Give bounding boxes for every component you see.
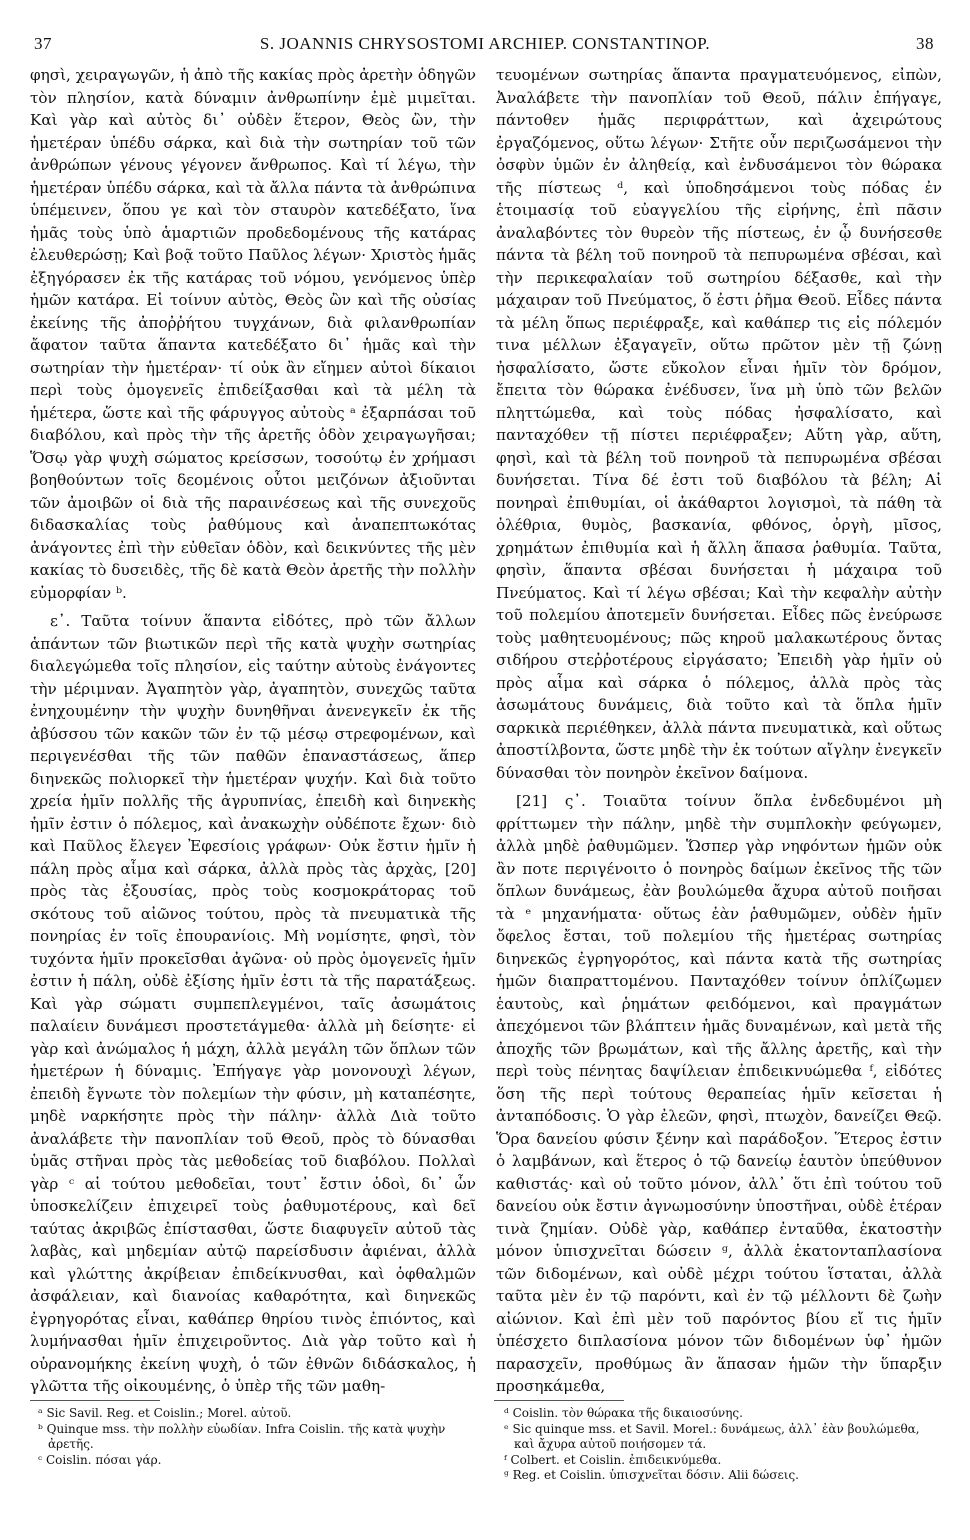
right-paragraph-1: τευομένων σωτηρίας ἅπαντα πραγματευόμενος, εἰπὼν, Ἀναλάβετε τὴν πανοπλίαν τοῦ Θεοῦ, πάλιν ἐπήγαγε, πάντοθεν ἡμᾶς περιφράττων, καὶ ἀχειρώτους ἐργαζόμενος, οὕτω λέγων· Στῆτε οὖν περιζωσάμενοι τὴν ὀσφὺν ὑμῶν ἐν ἀληθείᾳ, καὶ ἐνδυσάμενοι τὸν θώρακα τῆς πίστεως ᵈ, καὶ ὑποδησάμενοι τοὺς πόδας ἐν ἑτοιμασίᾳ τοῦ εὐαγγελίου τῆς εἰρήνης, ἐπὶ πᾶσιν ἀναλαβόντες τὸν θυρεὸν τῆς πίστεως, ἐν ᾧ δυνήσεσθε πάντα τὰ βέλη τοῦ πονηροῦ τὰ πεπυρωμένα σβέσαι, καὶ τὴν περικεφαλαίαν τοῦ σωτηρίου δέξασθε, καὶ τὴν μάχαιραν τοῦ Πνεύματος, ὅ ἐστι ῥῆμα Θεοῦ. Εἶδες πάντα τὰ μέλη ὅπως περιέφραξε, καὶ καθάπερ τις εἰς πόλεμόν τινα μέλλων ἐξαγαγεῖν, οὕτω πρῶτον μὲν τῇ ζώνῃ ἠσφαλίσατο, ὥστε εὔκολον εἶναι ἡμῖν τὸν δρόμον, ἔπειτα τὸν θώρακα ἐνέδυσεν, ἵνα μὴ ὑπὸ τῶν βελῶν πληττώμεθα, καὶ τοὺς πόδας ἠσφαλίσατο, καὶ πανταχόθεν τῇ πίστει περιέφραξεν; Αὕτη γὰρ, αὕτη, φησὶ, καὶ τὰ βέλη τοῦ πονηροῦ τὰ πεπυρωμένα σβέσαι δυνήσεται. Τίνα δέ ἐστι τοῦ διαβόλου τὰ βέλη; Αἱ πονηραὶ ἐπιθυμίαι, οἱ ἀκάθαρτοι λογισμοὶ, τὰ πάθη τὰ ὀλέθρια, θυμὸς, βασκανία, φθόνος, ὀργὴ, μῖσος, χρημάτων ἐπιθυμία καὶ ἡ ἄλλη ἅπασα ῥαθυμία. Ταῦτα, φησὶν, ἅπαντα σβέσαι δυνήσεται ἡ μάχαιρα τοῦ Πνεύματος. Καὶ τί λέγω σβέσαι; Καὶ τὴν κεφαλὴν αὐτὴν τοῦ πολεμίου ἀποτεμεῖν δυνήσεται. Εἶδες πῶς ἐνεύρωσε τοὺς μαθητευομένους; πῶς κηροῦ μαλακωτέρους ὄντας σιδήρου στεῤῥοτέρους εἰργάσατο; Ἐπειδὴ γὰρ ἡμῖν οὐ πρὸς αἷμα καὶ σάρκα ὁ πόλεμος, ἀλλὰ πρὸς τὰς ἀσωμάτους δυνάμεις, διὰ τοῦτο καὶ τὰ ὅπλα ἡμῖν σαρκικὰ περιέθηκεν, ἀλλὰ πάντα πνευματικὰ, καὶ οὕτως ἀποστίλβοντα, ὥστε μηδὲ τὴν ἐκ τούτων αἴγλην ἐνεγκεῖν δύνασθαι τὸν πονηρὸν ἐκεῖνον δαίμονα. [496,66,942,782]
left-paragraph-1: φησὶ, χειραγωγῶν, ἡ ἀπὸ τῆς κακίας πρὸς ἀρετὴν ὁδηγῶν τὸν πλησίον, κατὰ δύναμιν ἀνθρωπίνην ἐμὲ μιμεῖται. Καὶ γὰρ καὶ αὐτὸς δι᾽ οὐδὲν ἕτερον, Θεὸς ὢν, τὴν ἡμετέραν ὑπέδυ σάρκα, καὶ διὰ τὴν σωτηρίαν τοῦ τῶν ἀνθρώπων γένους γέγονεν ἄνθρωπος. Καὶ τί λέγω, τὴν ἡμετέραν ὑπέδυ σάρκα, καὶ τὰ ἄλλα πάντα τὰ ἀνθρώπινα ὑπέμεινεν, ὅπου γε καὶ τὸν σταυρὸν κατεδέξατο, ἵνα ἡμᾶς τοὺς ὑπὸ ἁμαρτιῶν προδεδομένους τῆς κατάρας ἐλευθερώσῃ; Καὶ βοᾷ τοῦτο Παῦλος λέγων· Χριστὸς ἡμᾶς ἐξηγόρασεν ἐκ τῆς κατάρας τοῦ νόμου, γενόμενος ὑπὲρ ἡμῶν κατάρα. Εἰ τοίνυν αὐτὸς, Θεὸς ὢν καὶ τῆς οὐσίας ἐκείνης τῆς ἀποῤῥήτου τυγχάνων, διὰ φιλανθρωπίαν ἄφατον ταῦτα ἅπαντα κατεδέξατο δι᾽ ἡμᾶς καὶ τὴν σωτηρίαν τὴν ἡμετέραν· τί οὐκ ἂν εἴημεν αὐτοὶ δίκαιοι περὶ τοὺς ὁμογενεῖς ἐπιδείξασθαι καὶ τὰ μέλη τὰ ἡμέτερα, ὥστε καὶ τῆς φάρυγγος αὐτοὺς ᵃ ἐξαρπάσαι τοῦ διαβόλου, καὶ πρὸς τὴν τῆς ἀρετῆς ὁδὸν χειραγωγῆσαι; Ὅσῳ γὰρ ψυχὴ σώματος κρείσσων, τοσούτῳ ἐν χρήμασι βοηθούντων τοῖς δεομένοις οὗτοι μειζόνων ἀξιοῦνται τῶν ἀμοιβῶν οἱ διὰ τῆς παραινέσεως καὶ τῆς συνεχοῦς διδασκαλίας τοὺς ῥαθύμους καὶ ἀναπεπτωκότας ἀνάγοντες ἐπὶ τὴν εὐθεῖαν ὁδὸν, καὶ δεικνύντες τῆς μὲν κακίας τὸ δυσειδὲς, τῆς δὲ κατὰ Θεὸν ἀρετῆς τὴν πολλὴν εὐμορφίαν ᵇ. [30,66,477,602]
footnote-rule-right [494,1400,624,1401]
footnote: ᵃ Sic Savil. Reg. et Coislin.; Morel. αὐτοῦ. [38,1406,292,1420]
footnotes-right [496,1406,942,1484]
page-number-left: 37 [34,34,52,53]
page-number-right: 38 [916,34,934,53]
footnotes [30,1406,942,1484]
footnote: ᵉ Sic quinque mss. et Savil. Morel.: δυνάμεως, ἀλλ᾽ ἐὰν βουλώμεθα, καὶ ἄχυρα αὐτοῦ ποιήσομεν τά. [504,1421,920,1451]
footnote-rule-left [30,1400,160,1401]
left-column [30,64,476,1398]
footnote: ᶠ Colbert. et Coislin. ἐπιδεικνύμεθα. [504,1452,722,1467]
right-paragraph-2: [21] ς᾽. Τοιαῦτα τοίνυν ὅπλα ἐνδεδυμένοι μὴ φρίττωμεν τὴν πάλην, μηδὲ τὴν συμπλοκὴν φεύγωμεν, ἀλλὰ μηδὲ ῥαθυμῶμεν. Ὥσπερ γὰρ νηφόντων ἡμῶν οὐκ ἂν ποτε περιγένοιτο ὁ πονηρὸς δαίμων ἐκεῖνος τῆς τῶν ὅπλων δυνάμεως, ἐὰν βουλώμεθα ἄχυρα αὐτοῦ ποιῆσαι τὰ ᵉ μηχανήματα· οὕτως ἐὰν ῥαθυμῶμεν, οὐδὲν ἡμῖν ὄφελος ἔσται, τοῦ πολεμίου τῆς ἡμετέρας σωτηρίας διηνεκῶς ἐγρηγορότος, καὶ πάντα κατὰ τῆς σωτηρίας ἡμῶν διαπραττομένου. Πανταχόθεν τοίνυν ὁπλίζωμεν ἑαυτοὺς, καὶ ῥημάτων φειδόμενοι, καὶ πραγμάτων ἀπεχόμενοι τῶν βλάπτειν ἡμᾶς δυναμένων, καὶ μετὰ τῆς ἀποχῆς τῶν βρωμάτων, καὶ τῆς ἄλλης ἀρετῆς, καὶ τὴν περὶ τοὺς πένητας δαψίλειαν ἐπιδεικνυώμεθα ᶠ, εἰδότες ὅση τῆς περὶ τούτους θεραπείας ἡμῖν κεῖσεται ἡ ἀνταπόδοσις. Ὁ γὰρ ἐλεῶν, φησὶ, πτωχὸν, δανείζει Θεῷ. Ὅρα δανείου φύσιν ξένην καὶ παράδοξον. Ἕτερος ἐστιν ὁ λαμβάνων, καὶ ἕτερος ὁ τῷ δανείῳ ἑαυτὸν ὑπεύθυνον καθιστάς· καὶ οὐ τοῦτο μόνον, ἀλλ᾽ ὅτι ἐπὶ τούτου τοῦ δανείου οὐκ ἔστιν ἀγνωμοσύνην ὑποστῆναι, οὐδὲ ἑτέραν τινὰ ζημίαν. Οὐδὲ γὰρ, καθάπερ ἐνταῦθα, ἑκατοστὴν μόνον ὑπισχνεῖται δώσειν ᵍ, ἀλλὰ ἑκατονταπλασίονα τῶν διδομένων, καὶ οὐδὲ μέχρι τούτου ἵσταται, ἀλλὰ ταῦτα μὲν ἐν τῷ παρόντι, καὶ ἐν τῷ μέλλοντι δὲ ζωὴν αἰώνιον. Καὶ ἐπὶ μὲν τοῦ παρόντος βίου εἴ τις ἡμῖν ὑπέσχετο διπλασίονα μόνον τῶν διδομένων ὑφ᾽ ἡμῶν παρασχεῖν, προθύμως ἂν ἅπασαν ἡμῶν τὴν ὕπαρξιν προσηκάμεθα, [496,792,942,1395]
text-columns [30,64,942,1398]
footnote: ᵈ Coislin. τὸν θώρακα τῆς δικαιοσύνης. [504,1406,743,1420]
footnote: ᵍ Reg. et Coislin. ὑπισχνεῖται δόσιν. Alii δώσεις. [504,1468,799,1482]
footnotes-left [30,1406,476,1484]
footnote: ᵇ Quinque mss. τὴν πολλὴν εὐωδίαν. Infra Coislin. τῆς κατὰ ψυχὴν ἀρετῆς. [38,1421,446,1451]
running-header [30,34,940,60]
right-column [496,64,942,1398]
running-title: S. JOANNIS CHRYSOSTOMI ARCHIEP. CONSTANTINOP. [259,34,711,53]
footnote: ᶜ Coislin. πόσαι γάρ. [38,1452,162,1467]
left-paragraph-2: ε᾽. Ταῦτα τοίνυν ἅπαντα εἰδότες, πρὸ τῶν ἄλλων ἁπάντων τῶν βιωτικῶν περὶ τῆς κατὰ ψυχὴν σωτηρίας διαλεγώμεθα τοῖς πλησίον, εἰς ταύτην αὐτοὺς ἐνάγοντες τὴν μέριμναν. Ἀγαπητὸν γὰρ, ἀγαπητὸν, συνεχῶς ταῦτα ἐνηχουμένην τὴν ψυχὴν δυνηθῆναι ἀνενεγκεῖν ἐκ τῆς ἀβύσσου τῶν κακῶν τῶν ἐν τῷ μέσῳ στρεφομένων, καὶ περιγενέσθαι τῆς τῶν παθῶν ἐπαναστάσεως, ἅπερ διηνεκῶς πολιορκεῖ τὴν ἡμετέραν ψυχήν. Καὶ διὰ τοῦτο χρεία ἡμῖν πολλῆς τῆς ἀγρυπνίας, ἐπειδὴ καὶ διηνεκὴς ἡμῖν ἐστιν ὁ πόλεμος, καὶ ἀνακωχὴν οὐδέποτε ἔχων· διὸ καὶ Παῦλος ἔλεγεν Ἐφεσίοις γράφων· Οὐκ ἔστιν ἡμῖν ἡ πάλη πρὸς αἷμα καὶ σάρκα, ἀλλὰ πρὸς τὰς ἀρχὰς, [20] πρὸς τὰς ἐξουσίας, πρὸς τοὺς κοσμοκράτορας τοῦ σκότους τοῦ αἰῶνος τούτου, πρὸς τὰ πνευματικὰ τῆς πονηρίας ἐν τοῖς ἐπουρανίοις. Μὴ νομίσητε, φησὶ, τὸν τυχόντα ἡμῖν προκεῖσθαι ἀγῶνα· οὐ πρὸς ὁμογενεῖς ἡμῖν ἐστιν ἡ πάλη, οὐδὲ ἐξίσης ἡμῖν ἐστι τὰ τῆς παρατάξεως. Καὶ γὰρ σώματι συμπεπλεγμένοι, ταῖς ἀσωμάτοις παλαίειν δυνάμεσι προστετάγμεθα· ἀλλὰ μὴ δείσητε· εἰ γὰρ καὶ ἀνώμαλος ἡ μάχη, ἀλλὰ μεγάλη τῶν ὅπλων τῶν ἡμετέρων ἡ δύναμις. Ἐπήγαγε γὰρ μονονουχὶ λέγων, ἐπειδὴ ἔγνωτε τὸν πολεμίων τὴν φύσιν, μὴ καταπέσητε, μηδὲ ναρκήσητε πρὸς τὴν πάλην· ἀλλὰ Διὰ τοῦτο ἀναλάβετε τὴν πανοπλίαν τοῦ Θεοῦ, πρὸς τὸ δύνασθαι ὑμᾶς στῆναι πρὸς τὰς μεθοδείας τοῦ διαβόλου. Πολλαὶ γὰρ ᶜ αἱ τούτου μεθοδεῖαι, τουτ᾽ ἔστιν ὁδοὶ, δι᾽ ὧν ὑποσκελίζειν ἐπιχειρεῖ τοὺς ῥαθυμοτέρους, καὶ δεῖ ταύτας ἀκριβῶς ἐπίστασθαι, ὥστε διαφυγεῖν αὐτοῦ τὰς λαβὰς, καὶ μηδεμίαν αὐτῷ παρείσδυσιν ἀφιέναι, ἀλλὰ καὶ γλώττης ἀκρίβειαν ἐπιδείκνυσθαι, καὶ ὀφθαλμῶν ἀσφάλειαν, καὶ διανοίας καθαρότητα, καὶ διηνεκῶς ἐγρηγορότας εἶναι, καθάπερ θηρίου τινὸς ἐπιόντος, καὶ λυμήνασθαι ἡμῖν ἐπιχειροῦντος. Διὰ γὰρ τοῦτο καὶ ἡ οὐρανομήκης ἐκείνη ψυχὴ, ὁ τῶν ἐθνῶν διδάσκαλος, ἡ γλῶττα τῆς οἰκουμένης, ὁ ὑπὲρ τῆς τῶν μαθη- [30,612,476,1395]
